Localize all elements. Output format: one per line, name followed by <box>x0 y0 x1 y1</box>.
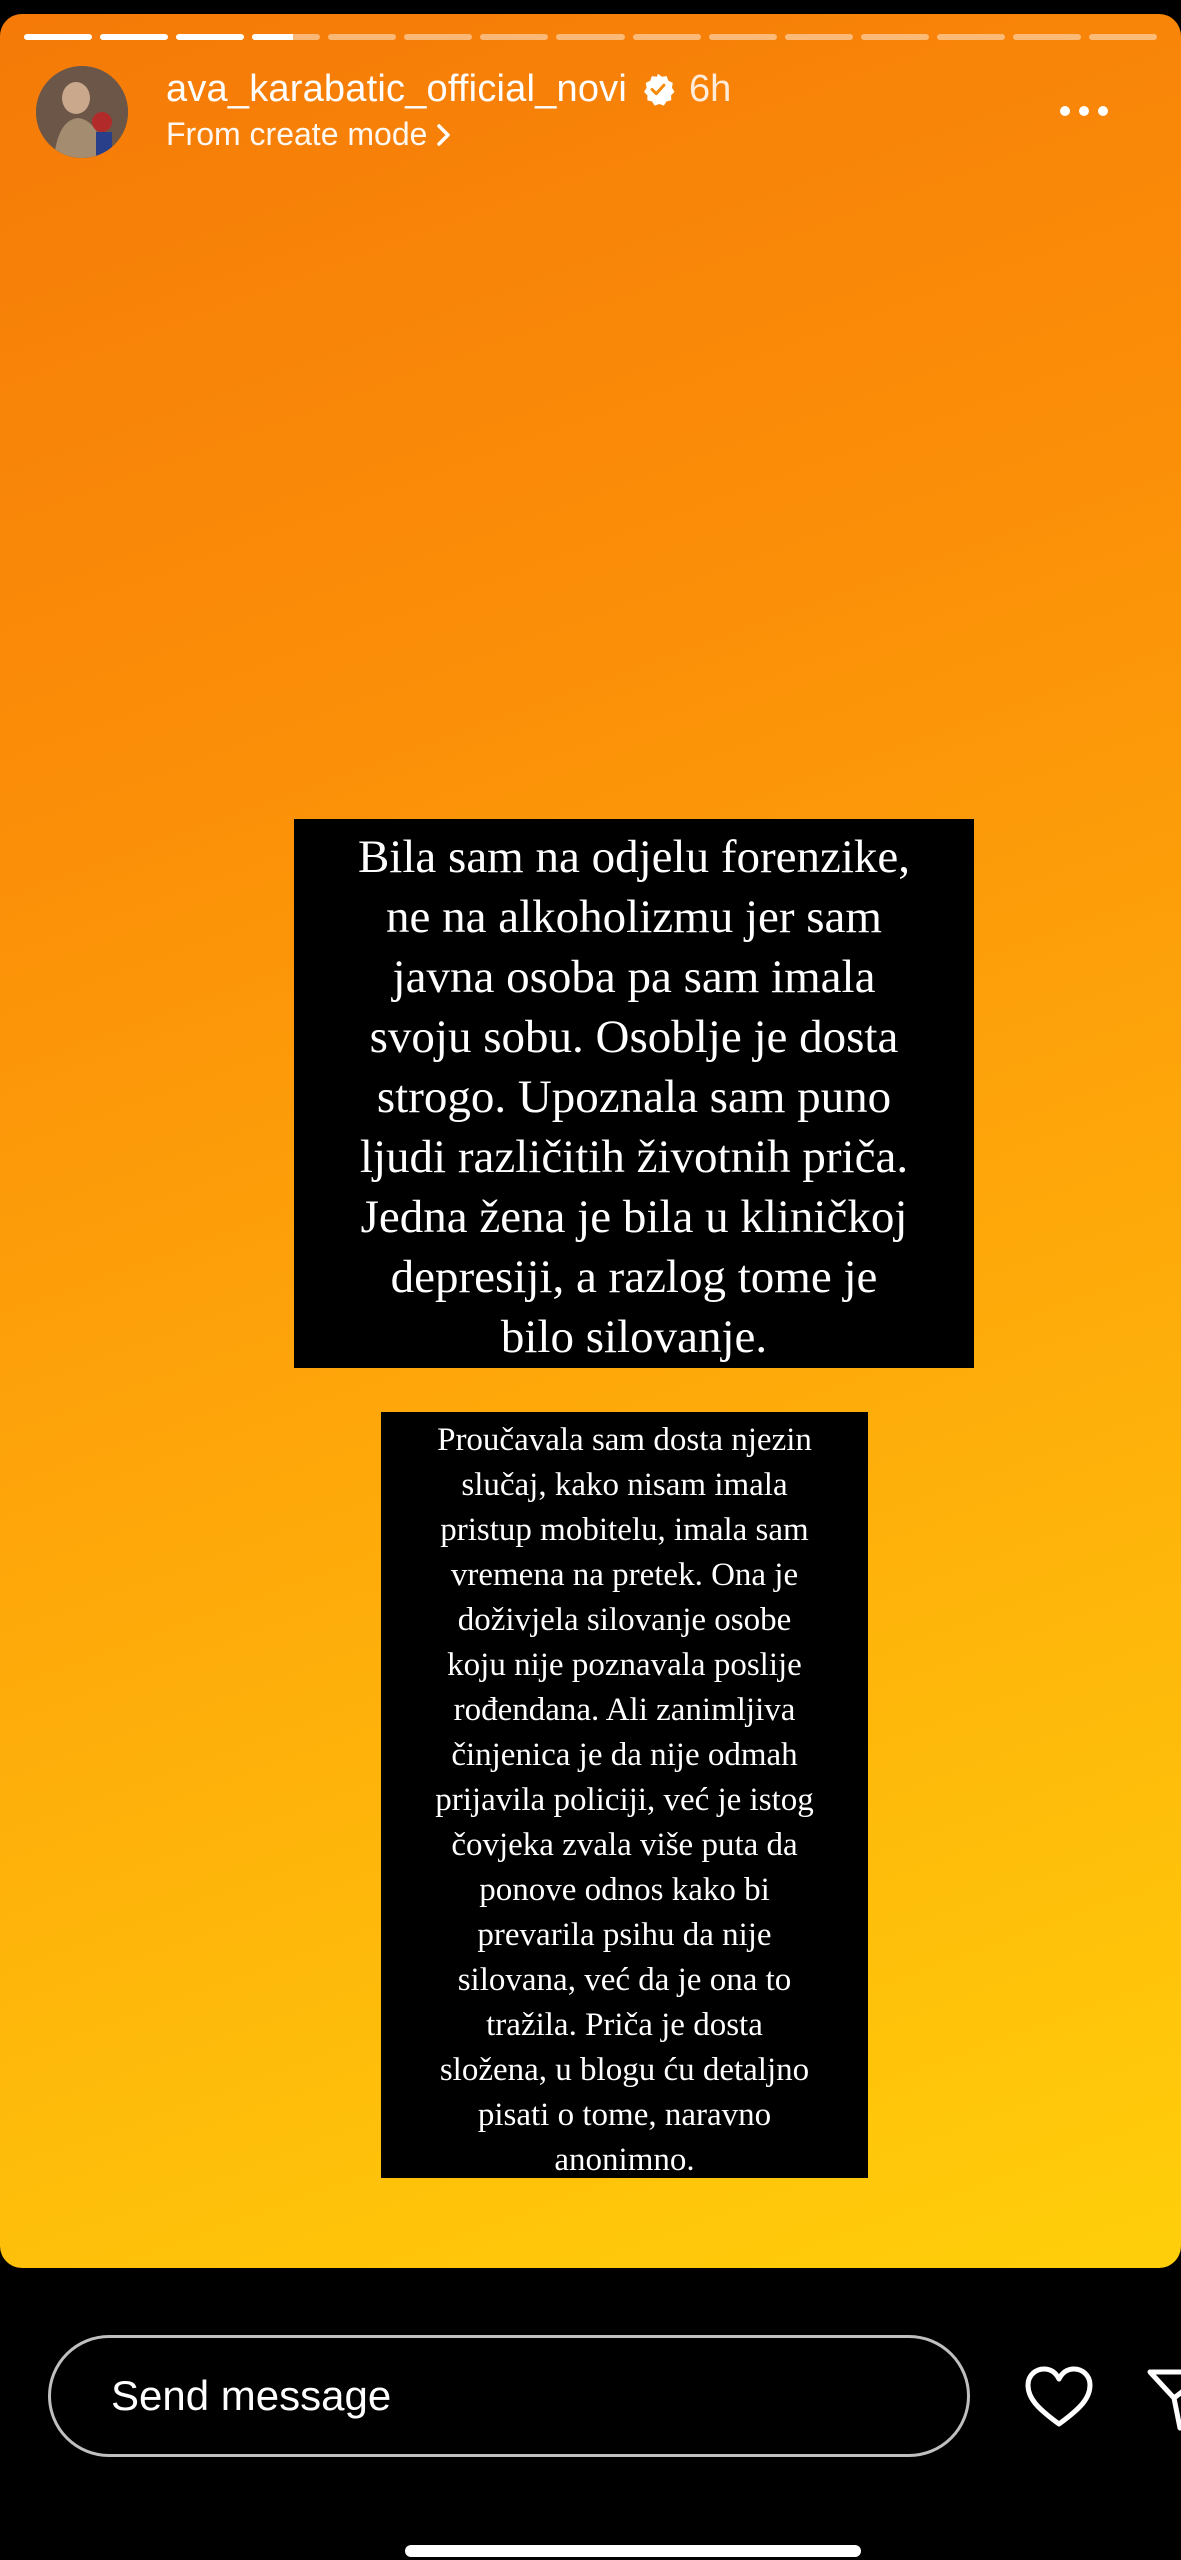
story-progress-bar <box>24 34 1157 40</box>
progress-segment-fill <box>252 34 293 40</box>
progress-segment <box>24 34 92 40</box>
story-text-block-2: Proučavala sam dosta njezin slučaj, kako nisam imala pristup mobitelu, imala sam vremena na pretek. Ona je doživjela silovanje osobe koju nije poznavala poslije rođendana. Ali zanimljiva činjenica je da nije odmah prijavila policiji, već je istog čovjeka zvala više puta da ponove odnos kako bi prevarila psihu da nije silovana, već da je ona to tražila. Priča je dosta složena, u blogu ću detaljno pisati o tome, naravno anonimno. <box>381 1412 868 2178</box>
progress-segment <box>328 34 396 40</box>
avatar-image <box>36 66 128 158</box>
story-header <box>166 64 731 153</box>
progress-segment <box>1013 34 1081 40</box>
progress-segment <box>937 34 1005 40</box>
progress-segment-fill <box>176 34 244 40</box>
progress-segment <box>861 34 929 40</box>
send-icon[interactable] <box>1146 2366 1181 2432</box>
heart-icon[interactable] <box>1023 2364 1095 2430</box>
create-mode-link[interactable] <box>166 116 731 153</box>
progress-segment-fill <box>24 34 92 40</box>
more-dot-icon <box>1079 106 1089 116</box>
progress-segment <box>404 34 472 40</box>
more-dot-icon <box>1060 106 1070 116</box>
username[interactable]: ava_karabatic_official_novi <box>166 67 627 110</box>
home-indicator[interactable] <box>405 2545 861 2557</box>
more-options-button[interactable] <box>1060 106 1108 116</box>
story-subtitle: From create mode <box>166 116 428 152</box>
send-message-input[interactable] <box>48 2335 970 2457</box>
progress-segment <box>785 34 853 40</box>
progress-segment <box>709 34 777 40</box>
story-viewer[interactable] <box>0 14 1181 2268</box>
chevron-right-icon <box>435 122 453 148</box>
story-time: 6h <box>689 67 732 110</box>
avatar[interactable] <box>36 66 128 158</box>
progress-segment <box>100 34 168 40</box>
progress-segment <box>633 34 701 40</box>
progress-segment <box>1089 34 1157 40</box>
more-dot-icon <box>1098 106 1108 116</box>
progress-segment <box>480 34 548 40</box>
progress-segment <box>176 34 244 40</box>
progress-segment <box>252 34 320 40</box>
progress-segment <box>556 34 624 40</box>
verified-badge-icon <box>641 72 675 106</box>
progress-segment-fill <box>100 34 168 40</box>
story-text-block-1: Bila sam na odjelu forenzike, ne na alkoholizmu jer sam javna osoba pa sam imala svoju sobu. Osoblje je dosta strogo. Upoznala sam puno ljudi različitih životnih priča. Jedna žena je bila u kliničkoj depresiji, a razlog tome je bilo silovanje. <box>294 819 974 1368</box>
